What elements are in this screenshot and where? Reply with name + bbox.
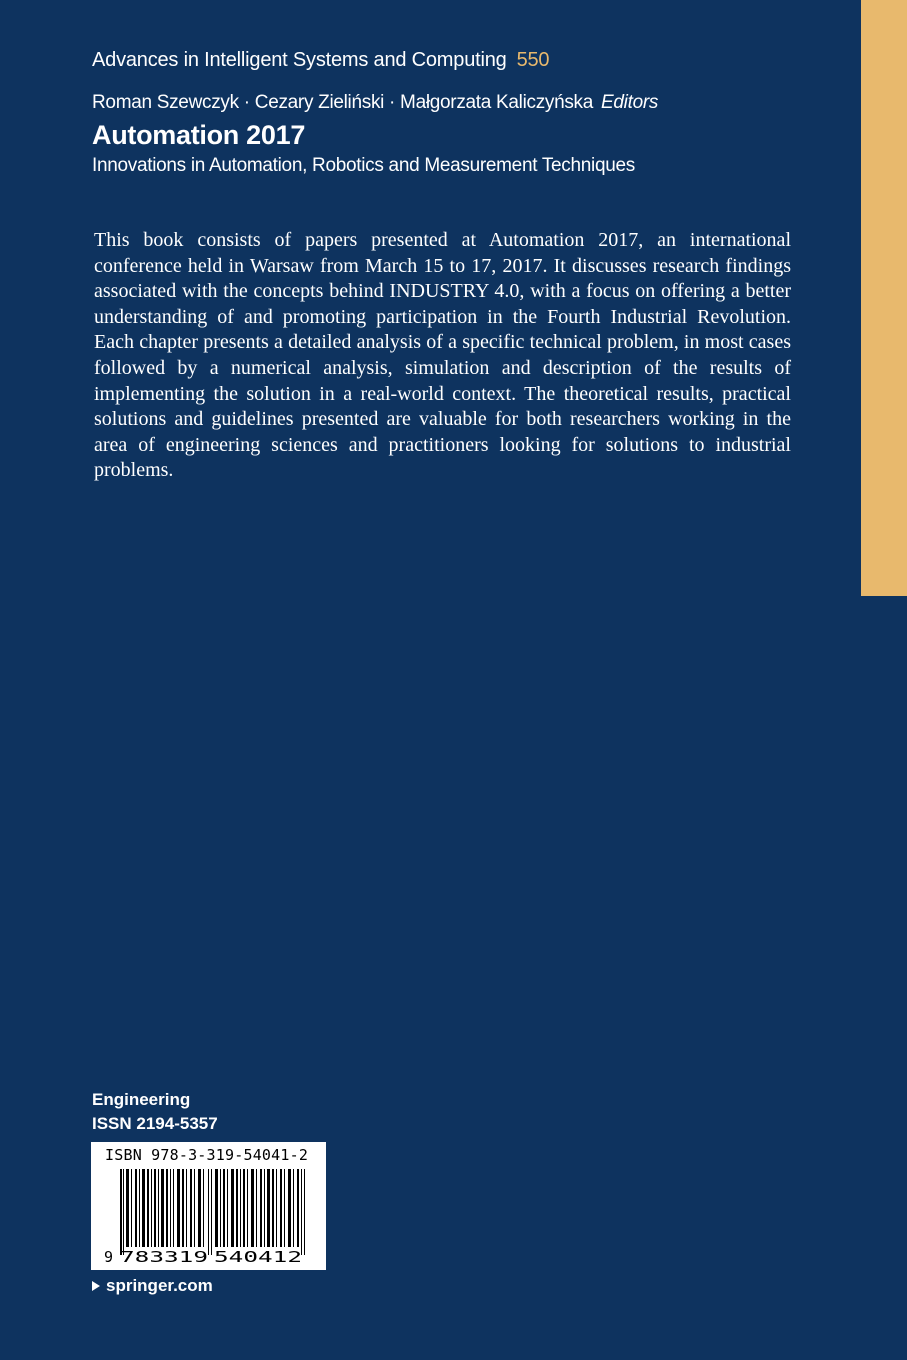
accent-strip [861,0,907,596]
book-description: This book consists of papers presented at Automation 2017, an international conference held in Warsaw from March 15 to 17, 2017. It discusses research findings associated with the concepts behind INDUSTRY 4.0, with a focus on offering a better understanding of and promoting participation in the Fourth Industrial Revolution. Each chapter presents a detailed analysis of a specific technical problem, in most cases followed by a numerical analysis, simulation and description of the results of implementing the solution in a real-world context. The theoretical results, practical solutions and guidelines presented are valuable for both researchers working in the area of engineering sciences and practitioners looking for solutions to industrial problems. [94,229,791,482]
barcode-bar [251,1169,254,1247]
book-title: Automation 2017 [92,120,306,150]
barcode-bar [186,1169,187,1247]
barcode-bar [256,1169,257,1247]
barcode-bar [227,1169,228,1247]
barcode-bar [211,1169,212,1255]
book-subtitle: Innovations in Automation, Robotics and Measurement Techniques [92,155,635,176]
barcode-bar [267,1169,270,1247]
barcode-bar [182,1169,184,1247]
barcode-bar [260,1169,262,1247]
barcode-bar [231,1169,234,1247]
barcode-bar [276,1169,277,1247]
barcode-bar [240,1169,241,1247]
website-label: springer.com [106,1276,213,1295]
barcode-bar [161,1169,164,1247]
barcode-bar [297,1169,299,1247]
editor-names: Roman Szewczyk · Cezary Zieliński · Małgorzata Kaliczyńska [92,92,594,113]
barcode-bar [126,1169,129,1247]
barcode-bar [147,1169,149,1247]
barcode-bar [288,1169,291,1247]
isbn-label: ISBN 978-3-319-54041-2 [105,1146,309,1164]
barcode-digits-left: 783319 [120,1248,208,1266]
barcode-bar [190,1169,192,1247]
arrow-right-icon [92,1281,100,1291]
barcode-bar [173,1169,174,1247]
series-number: 550 [516,49,550,71]
barcode-bar [293,1169,294,1247]
barcode-digits-right: 540412 [214,1248,302,1266]
editors-line [92,90,658,116]
barcode-bar [198,1169,201,1247]
series-line [92,46,549,74]
issn-number: ISSN 2194-5357 [92,1114,218,1133]
series-name: Advances in Intelligent Systems and Computing [92,49,507,71]
barcode-bar [177,1169,180,1247]
barcode-bar [158,1169,159,1247]
barcode-bar [139,1169,140,1247]
barcode-bar [135,1169,137,1247]
barcode-bar [203,1169,204,1247]
barcode-bar [223,1169,225,1247]
barcode-bar [123,1169,124,1255]
barcode-bar [131,1169,132,1247]
isbn-barcode [91,1142,326,1270]
barcode-bar [247,1169,248,1247]
barcode-bar [264,1169,265,1247]
barcode-bar [243,1169,245,1247]
barcode-bar [272,1169,274,1247]
barcode-digit-prefix: 9 [104,1248,114,1266]
barcode-bar [120,1169,122,1255]
barcode-bar [284,1169,285,1247]
barcode-bar [154,1169,156,1247]
barcode-bar [280,1169,282,1247]
barcode-bar [142,1169,145,1247]
barcode-bar [236,1169,238,1247]
barcode-bar [166,1169,168,1247]
editors-role: Editors [601,92,659,113]
barcode-bar [215,1169,218,1247]
subject-category: Engineering [92,1090,191,1109]
barcode-bar [170,1169,171,1247]
barcode-bar [208,1169,209,1255]
barcode-bar [220,1169,221,1247]
barcode-bar [301,1169,302,1255]
publisher-website[interactable] [92,1275,213,1297]
barcode-bar [194,1169,195,1247]
barcode-bar [151,1169,152,1247]
barcode-bar [304,1169,305,1255]
